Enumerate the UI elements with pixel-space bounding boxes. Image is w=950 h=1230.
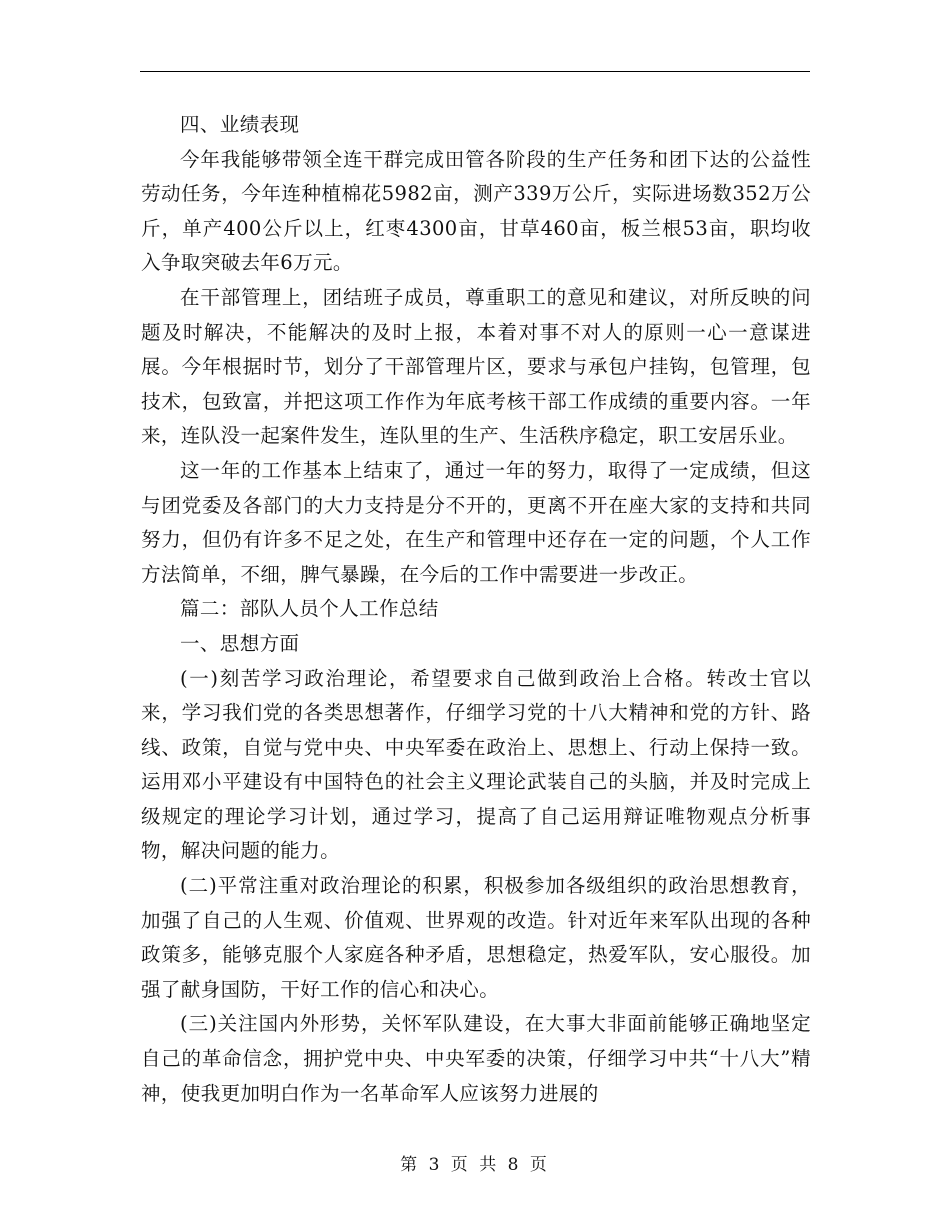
header-rule: [140, 71, 810, 72]
article-title-part-two: 篇二：部队人员个人工作总结: [180, 597, 439, 621]
paragraph-political-education: (二)平常注重对政治理论的积累，积极参加各级组织的政治思想教育，加强了自己的人生观、价值观、世界观的改造。针对近年来军队出现的各种政策多，能够克服个人家庭各种矛盾，思想稳定，热爱军队，安心服役。加强了献身国防，干好工作的信心和决心。: [141, 874, 811, 1001]
document-body: [141, 108, 811, 1111]
section-heading-ideology: 一、思想方面: [180, 631, 300, 655]
paragraph-political-theory: (一)刻苦学习政治理论，希望要求自己做到政治上合格。转改士官以来，学习我们党的各类思想著作，仔细学习党的十八大精神和党的方针、路线、政策，自觉与党中央、中央军委在政治上、思想上、行动上保持一致。运用邓小平建设有中国特色的社会主义理论武装自己的头脑，并及时完成上级规定的理论学习计划，通过学习，提高了自己运用辩证唯物观点分析事物，解决问题的能力。: [141, 666, 811, 863]
paragraph-domestic-international: (三)关注国内外形势，关怀军队建设，在大事大非面前能够正确地坚定自己的革命信念，拥护党中央、中央军委的决策，仔细学习中共“十八大”精神，使我更加明白作为一名革命军人应该努力进展的: [141, 1012, 811, 1105]
paragraph-production-results: 今年我能够带领全连干群完成田管各阶段的生产任务和团下达的公益性劳动任务，今年连种植棉花5982亩，测产339万公斤，实际进场数352万公斤，单产400公斤以上，红枣4300亩，甘草460亩，板兰根53亩，职均收入争取突破去年6万元。: [141, 147, 811, 275]
section-heading-performance: 四、业绩表现: [180, 113, 300, 136]
paragraph-cadre-management: 在干部管理上，团结班子成员，尊重职工的意见和建议，对所反映的问题及时解决，不能解决的及时上报，本着对事不对人的原则一心一意谋进展。今年根据时节，划分了干部管理片区，要求与承包户挂钩，包管理，包技术，包致富，并把这项工作作为年底考核干部工作成绩的重要内容。一年来，连队没一起案件发生，连队里的生产、生活秩序稳定，职工安居乐业。: [141, 285, 811, 448]
page-number-footer: 第 3 页 共 8 页: [400, 1155, 550, 1175]
paragraph-year-summary: 这一年的工作基本上结束了，通过一年的努力，取得了一定成绩，但这与团党委及各部门的大力支持是分不开的，更离不开在座大家的支持和共同努力，但仍有许多不足之处，在生产和管理中还存在一定的问题，个人工作方法简单，不细，脾气暴躁，在今后的工作中需要进一步改正。: [141, 458, 811, 586]
